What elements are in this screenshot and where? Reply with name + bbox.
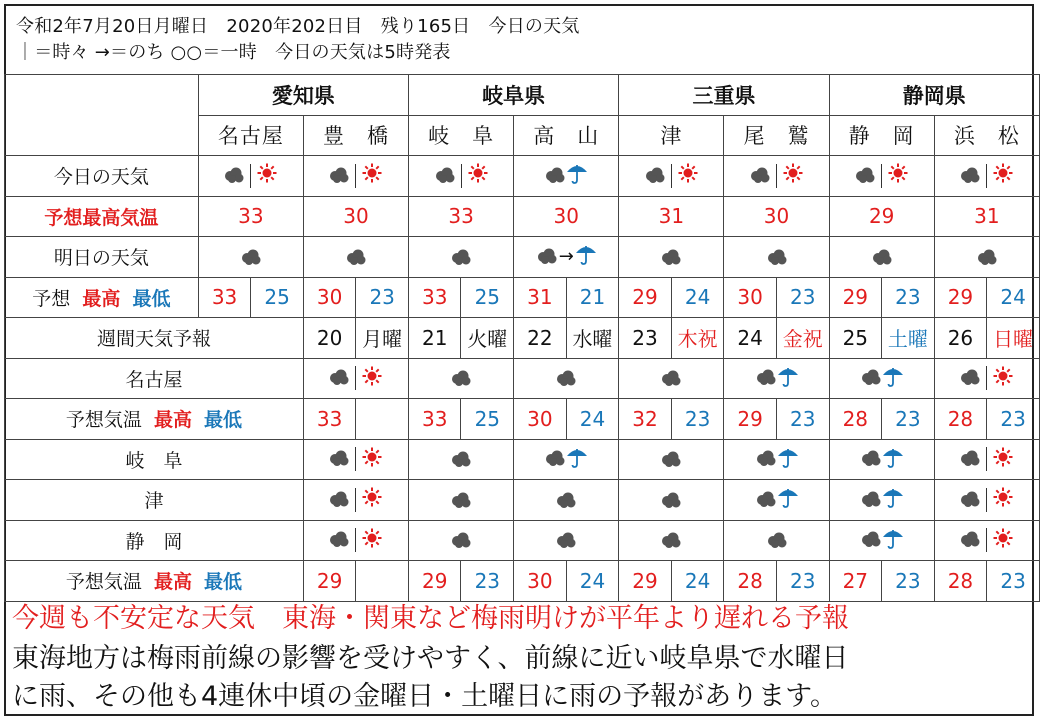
weekly-nagoya-temp-row — [5, 399, 1040, 440]
city-hamamatsu: 浜 松 — [934, 115, 1039, 156]
tomorrow-low: 23 — [356, 277, 409, 318]
tomorrow-wx-hamamatsu — [934, 237, 1039, 278]
tomorrow-high: 29 — [829, 277, 881, 318]
week-wx — [934, 439, 1039, 480]
week-day-num: 24 — [724, 318, 776, 359]
forecast-table — [4, 74, 1040, 602]
today-weather-label: 今日の天気 — [5, 156, 199, 197]
sometimes-separator — [986, 447, 987, 471]
week-wx — [724, 520, 829, 561]
today-wx-nagoya — [198, 156, 303, 197]
week-low: 24 — [671, 561, 724, 602]
sun-icon — [361, 365, 383, 392]
sun-icon — [992, 162, 1014, 189]
weekly-header-row — [5, 318, 1040, 359]
week-day-name: 日曜 — [987, 318, 1040, 359]
week-wx — [619, 520, 724, 561]
umbrella-icon — [777, 485, 799, 514]
weekly-gifu-label: 岐 阜 — [5, 439, 304, 480]
high-value: 33 — [409, 196, 514, 237]
footer-body-line2: に雨、その他も4連休中頃の金曜日・土曜日に雨の予報があります。 — [12, 681, 838, 712]
week-day-name: 金祝 — [776, 318, 829, 359]
tomorrow-high: 33 — [409, 277, 461, 318]
cloud-icon — [450, 448, 472, 472]
week-wx — [829, 480, 934, 521]
cloud-icon — [328, 366, 350, 390]
nagoya-temp-label: 予想気温 最高 最低 — [5, 399, 304, 440]
sun-icon — [992, 486, 1014, 513]
cloud-icon — [860, 366, 882, 390]
week-wx — [619, 358, 724, 399]
tomorrow-wx-toyohashi — [303, 237, 408, 278]
cloud-icon — [660, 246, 682, 270]
today-wx-takayama — [514, 156, 619, 197]
week-low: 23 — [671, 399, 724, 440]
sometimes-separator — [986, 528, 987, 552]
city-row — [5, 115, 1040, 156]
tomorrow-high: 29 — [619, 277, 671, 318]
week-wx — [514, 480, 619, 521]
cloud-icon — [860, 488, 882, 512]
tomorrow-highlow-row — [5, 277, 1040, 318]
week-high: 28 — [934, 399, 986, 440]
other-temp-label: 予想気温 最高 最低 — [5, 561, 304, 602]
week-high: 33 — [303, 399, 355, 440]
week-low: 23 — [987, 561, 1040, 602]
high-value: 33 — [198, 196, 303, 237]
sometimes-separator — [986, 366, 987, 390]
sun-icon — [361, 162, 383, 189]
week-wx — [619, 439, 724, 480]
week-wx — [409, 480, 514, 521]
week-low: 23 — [882, 399, 935, 440]
city-tsu: 津 — [619, 115, 724, 156]
tomorrow-low: 23 — [882, 277, 935, 318]
cloud-icon — [544, 164, 566, 188]
week-wx — [409, 439, 514, 480]
weekly-label: 週間天気予報 — [5, 318, 304, 359]
pref-gifu: 岐阜県 — [409, 75, 619, 116]
tomorrow-low: 24 — [671, 277, 724, 318]
sun-icon — [467, 162, 489, 189]
umbrella-icon — [777, 364, 799, 393]
week-high: 30 — [514, 561, 566, 602]
sun-icon — [887, 162, 909, 189]
week-low: 23 — [461, 561, 514, 602]
weekly-tsu-row — [5, 480, 1040, 521]
cloud-icon — [223, 164, 245, 188]
sun-icon — [361, 486, 383, 513]
week-low — [356, 561, 409, 602]
cloud-icon — [660, 529, 682, 553]
forecast-high-label: 予想最高気温 — [5, 196, 199, 237]
cloud-icon — [450, 367, 472, 391]
cloud-icon — [660, 448, 682, 472]
week-day-name: 水曜 — [566, 318, 619, 359]
tomorrow-high: 33 — [198, 277, 251, 318]
cloud-icon — [766, 529, 788, 553]
today-wx-toyohashi — [303, 156, 408, 197]
today-wx-shizuoka — [829, 156, 934, 197]
today-wx-hamamatsu — [934, 156, 1039, 197]
cloud-icon — [345, 246, 367, 270]
sun-icon — [361, 446, 383, 473]
cloud-icon — [854, 164, 876, 188]
week-day-name: 月曜 — [356, 318, 409, 359]
city-gifu: 岐 阜 — [409, 115, 514, 156]
week-low: 24 — [566, 561, 619, 602]
week-day-num: 22 — [514, 318, 566, 359]
prefecture-row — [5, 75, 1040, 116]
sometimes-separator — [986, 488, 987, 512]
cloud-icon — [555, 367, 577, 391]
cloud-icon — [544, 447, 566, 471]
tomorrow-high: 30 — [303, 277, 355, 318]
week-low — [356, 399, 409, 440]
week-wx — [303, 480, 408, 521]
weekly-gifu-row — [5, 439, 1040, 480]
cloud-icon — [749, 164, 771, 188]
week-wx — [303, 358, 408, 399]
week-day-num: 26 — [934, 318, 986, 359]
sometimes-separator — [881, 164, 882, 188]
week-high: 28 — [934, 561, 986, 602]
week-high: 32 — [619, 399, 671, 440]
week-wx — [829, 520, 934, 561]
sun-icon — [782, 162, 804, 189]
week-wx — [934, 358, 1039, 399]
sometimes-separator — [355, 528, 356, 552]
cloud-icon — [240, 246, 262, 270]
cloud-icon — [959, 164, 981, 188]
tomorrow-low: 25 — [461, 277, 514, 318]
week-wx — [303, 439, 408, 480]
tomorrow-high: 30 — [724, 277, 776, 318]
tomorrow-weather-label: 明日の天気 — [5, 237, 199, 278]
cloud-icon — [450, 246, 472, 270]
week-high: 29 — [619, 561, 671, 602]
tomorrow-high: 31 — [514, 277, 566, 318]
sun-icon — [361, 527, 383, 554]
sometimes-separator — [250, 164, 251, 188]
later-arrow-icon: → — [558, 246, 574, 268]
week-wx — [514, 439, 619, 480]
week-wx — [934, 480, 1039, 521]
week-high: 29 — [724, 399, 776, 440]
cloud-icon — [644, 164, 666, 188]
weekly-shizuoka-row — [5, 520, 1040, 561]
umbrella-icon — [882, 485, 904, 514]
week-wx — [409, 358, 514, 399]
week-high: 28 — [724, 561, 776, 602]
umbrella-icon — [566, 161, 588, 190]
cloud-icon — [450, 489, 472, 513]
sometimes-separator — [986, 164, 987, 188]
umbrella-icon — [882, 445, 904, 474]
cloud-icon — [328, 447, 350, 471]
cloud-icon — [555, 529, 577, 553]
sometimes-separator — [461, 164, 462, 188]
week-wx — [514, 520, 619, 561]
high-value: 31 — [619, 196, 724, 237]
pref-mie: 三重県 — [619, 75, 829, 116]
week-low: 23 — [882, 561, 935, 602]
tomorrow-wx-shizuoka — [829, 237, 934, 278]
week-day-name: 土曜 — [882, 318, 935, 359]
cloud-icon — [766, 246, 788, 270]
week-day-num: 23 — [619, 318, 671, 359]
header-date-line: 令和2年7月20日月曜日 2020年202日目 残り165日 今日の天気 — [16, 16, 580, 37]
sun-icon — [992, 365, 1014, 392]
week-wx — [303, 520, 408, 561]
cloud-icon — [328, 164, 350, 188]
week-low: 23 — [776, 561, 829, 602]
forecast-high-row — [5, 196, 1040, 237]
weekly-shizuoka-label: 静 岡 — [5, 520, 304, 561]
tomorrow-wx-gifu — [409, 237, 514, 278]
tomorrow-weather-row — [5, 237, 1040, 278]
week-high: 29 — [303, 561, 355, 602]
umbrella-icon — [882, 526, 904, 555]
city-shizuoka: 静 岡 — [829, 115, 934, 156]
week-wx — [409, 520, 514, 561]
sometimes-separator — [671, 164, 672, 188]
cloud-icon — [959, 447, 981, 471]
tomorrow-wx-tsu — [619, 237, 724, 278]
week-low: 25 — [461, 399, 514, 440]
city-toyohashi: 豊 橋 — [303, 115, 408, 156]
high-value: 30 — [514, 196, 619, 237]
tomorrow-low: 24 — [987, 277, 1040, 318]
sun-icon — [677, 162, 699, 189]
cloud-icon — [871, 246, 893, 270]
sometimes-separator — [355, 447, 356, 471]
high-value: 30 — [724, 196, 829, 237]
week-day-name: 火曜 — [461, 318, 514, 359]
cloud-icon — [434, 164, 456, 188]
today-wx-owase — [724, 156, 829, 197]
cloud-icon — [755, 447, 777, 471]
cloud-icon — [555, 489, 577, 513]
week-day-num: 25 — [829, 318, 881, 359]
weekly-tsu-label: 津 — [5, 480, 304, 521]
header-legend-line: ｜＝時々 →＝のち ○○＝一時 今日の天気は5時発表 — [16, 42, 451, 63]
city-takayama: 高 山 — [514, 115, 619, 156]
cloud-icon — [976, 246, 998, 270]
umbrella-icon — [882, 364, 904, 393]
cloud-icon — [860, 447, 882, 471]
week-high: 30 — [514, 399, 566, 440]
week-wx — [724, 439, 829, 480]
tomorrow-low: 23 — [776, 277, 829, 318]
cloud-icon — [959, 488, 981, 512]
high-value: 29 — [829, 196, 934, 237]
cloud-icon — [660, 367, 682, 391]
high-value: 30 — [303, 196, 408, 237]
sun-icon — [256, 162, 278, 189]
week-day-num: 21 — [409, 318, 461, 359]
week-wx — [829, 358, 934, 399]
today-weather-row — [5, 156, 1040, 197]
sun-icon — [992, 446, 1014, 473]
week-high: 29 — [409, 561, 461, 602]
high-value: 31 — [934, 196, 1039, 237]
today-wx-gifu — [409, 156, 514, 197]
sometimes-separator — [355, 366, 356, 390]
week-wx — [724, 358, 829, 399]
week-high: 33 — [409, 399, 461, 440]
footer-headline: 今週も不安定な天気 東海・関東など梅雨明けが平年より遅れる予報 — [12, 603, 849, 634]
weekly-nagoya-row — [5, 358, 1040, 399]
tomorrow-wx-owase — [724, 237, 829, 278]
week-day-name: 木祝 — [671, 318, 724, 359]
week-wx — [619, 480, 724, 521]
week-wx — [514, 358, 619, 399]
cloud-icon — [959, 366, 981, 390]
week-low: 24 — [566, 399, 619, 440]
sun-icon — [992, 527, 1014, 554]
week-wx — [829, 439, 934, 480]
tomorrow-wx-takayama — [514, 237, 619, 278]
week-wx — [724, 480, 829, 521]
cloud-icon — [959, 528, 981, 552]
pref-aichi: 愛知県 — [198, 75, 408, 116]
cloud-icon — [328, 488, 350, 512]
cloud-icon — [450, 529, 472, 553]
tomorrow-low: 25 — [251, 277, 304, 318]
sometimes-separator — [355, 488, 356, 512]
cloud-icon — [660, 489, 682, 513]
sometimes-separator — [355, 164, 356, 188]
city-nagoya: 名古屋 — [198, 115, 303, 156]
cloud-icon — [755, 488, 777, 512]
cloud-icon — [328, 528, 350, 552]
week-high: 27 — [829, 561, 881, 602]
week-wx — [934, 520, 1039, 561]
today-wx-tsu — [619, 156, 724, 197]
week-day-num: 20 — [303, 318, 355, 359]
umbrella-icon — [566, 445, 588, 474]
week-low: 23 — [987, 399, 1040, 440]
cloud-icon — [860, 528, 882, 552]
highlow-label: 予想 最高 最低 — [5, 277, 199, 318]
weekly-nagoya-label: 名古屋 — [5, 358, 304, 399]
umbrella-icon — [575, 242, 597, 271]
city-owase: 尾 鷲 — [724, 115, 829, 156]
pref-shizuoka: 静岡県 — [829, 75, 1039, 116]
week-high: 28 — [829, 399, 881, 440]
weekly-other-temp-row — [5, 561, 1040, 602]
tomorrow-high: 29 — [934, 277, 986, 318]
tomorrow-low: 21 — [566, 277, 619, 318]
tomorrow-wx-nagoya — [198, 237, 303, 278]
umbrella-icon — [777, 445, 799, 474]
sometimes-separator — [776, 164, 777, 188]
cloud-icon — [755, 366, 777, 390]
cloud-icon — [536, 245, 558, 269]
footer-body-line1: 東海地方は梅雨前線の影響を受けやすく、前線に近い岐阜県で水曜日 — [12, 643, 849, 674]
week-low: 23 — [776, 399, 829, 440]
